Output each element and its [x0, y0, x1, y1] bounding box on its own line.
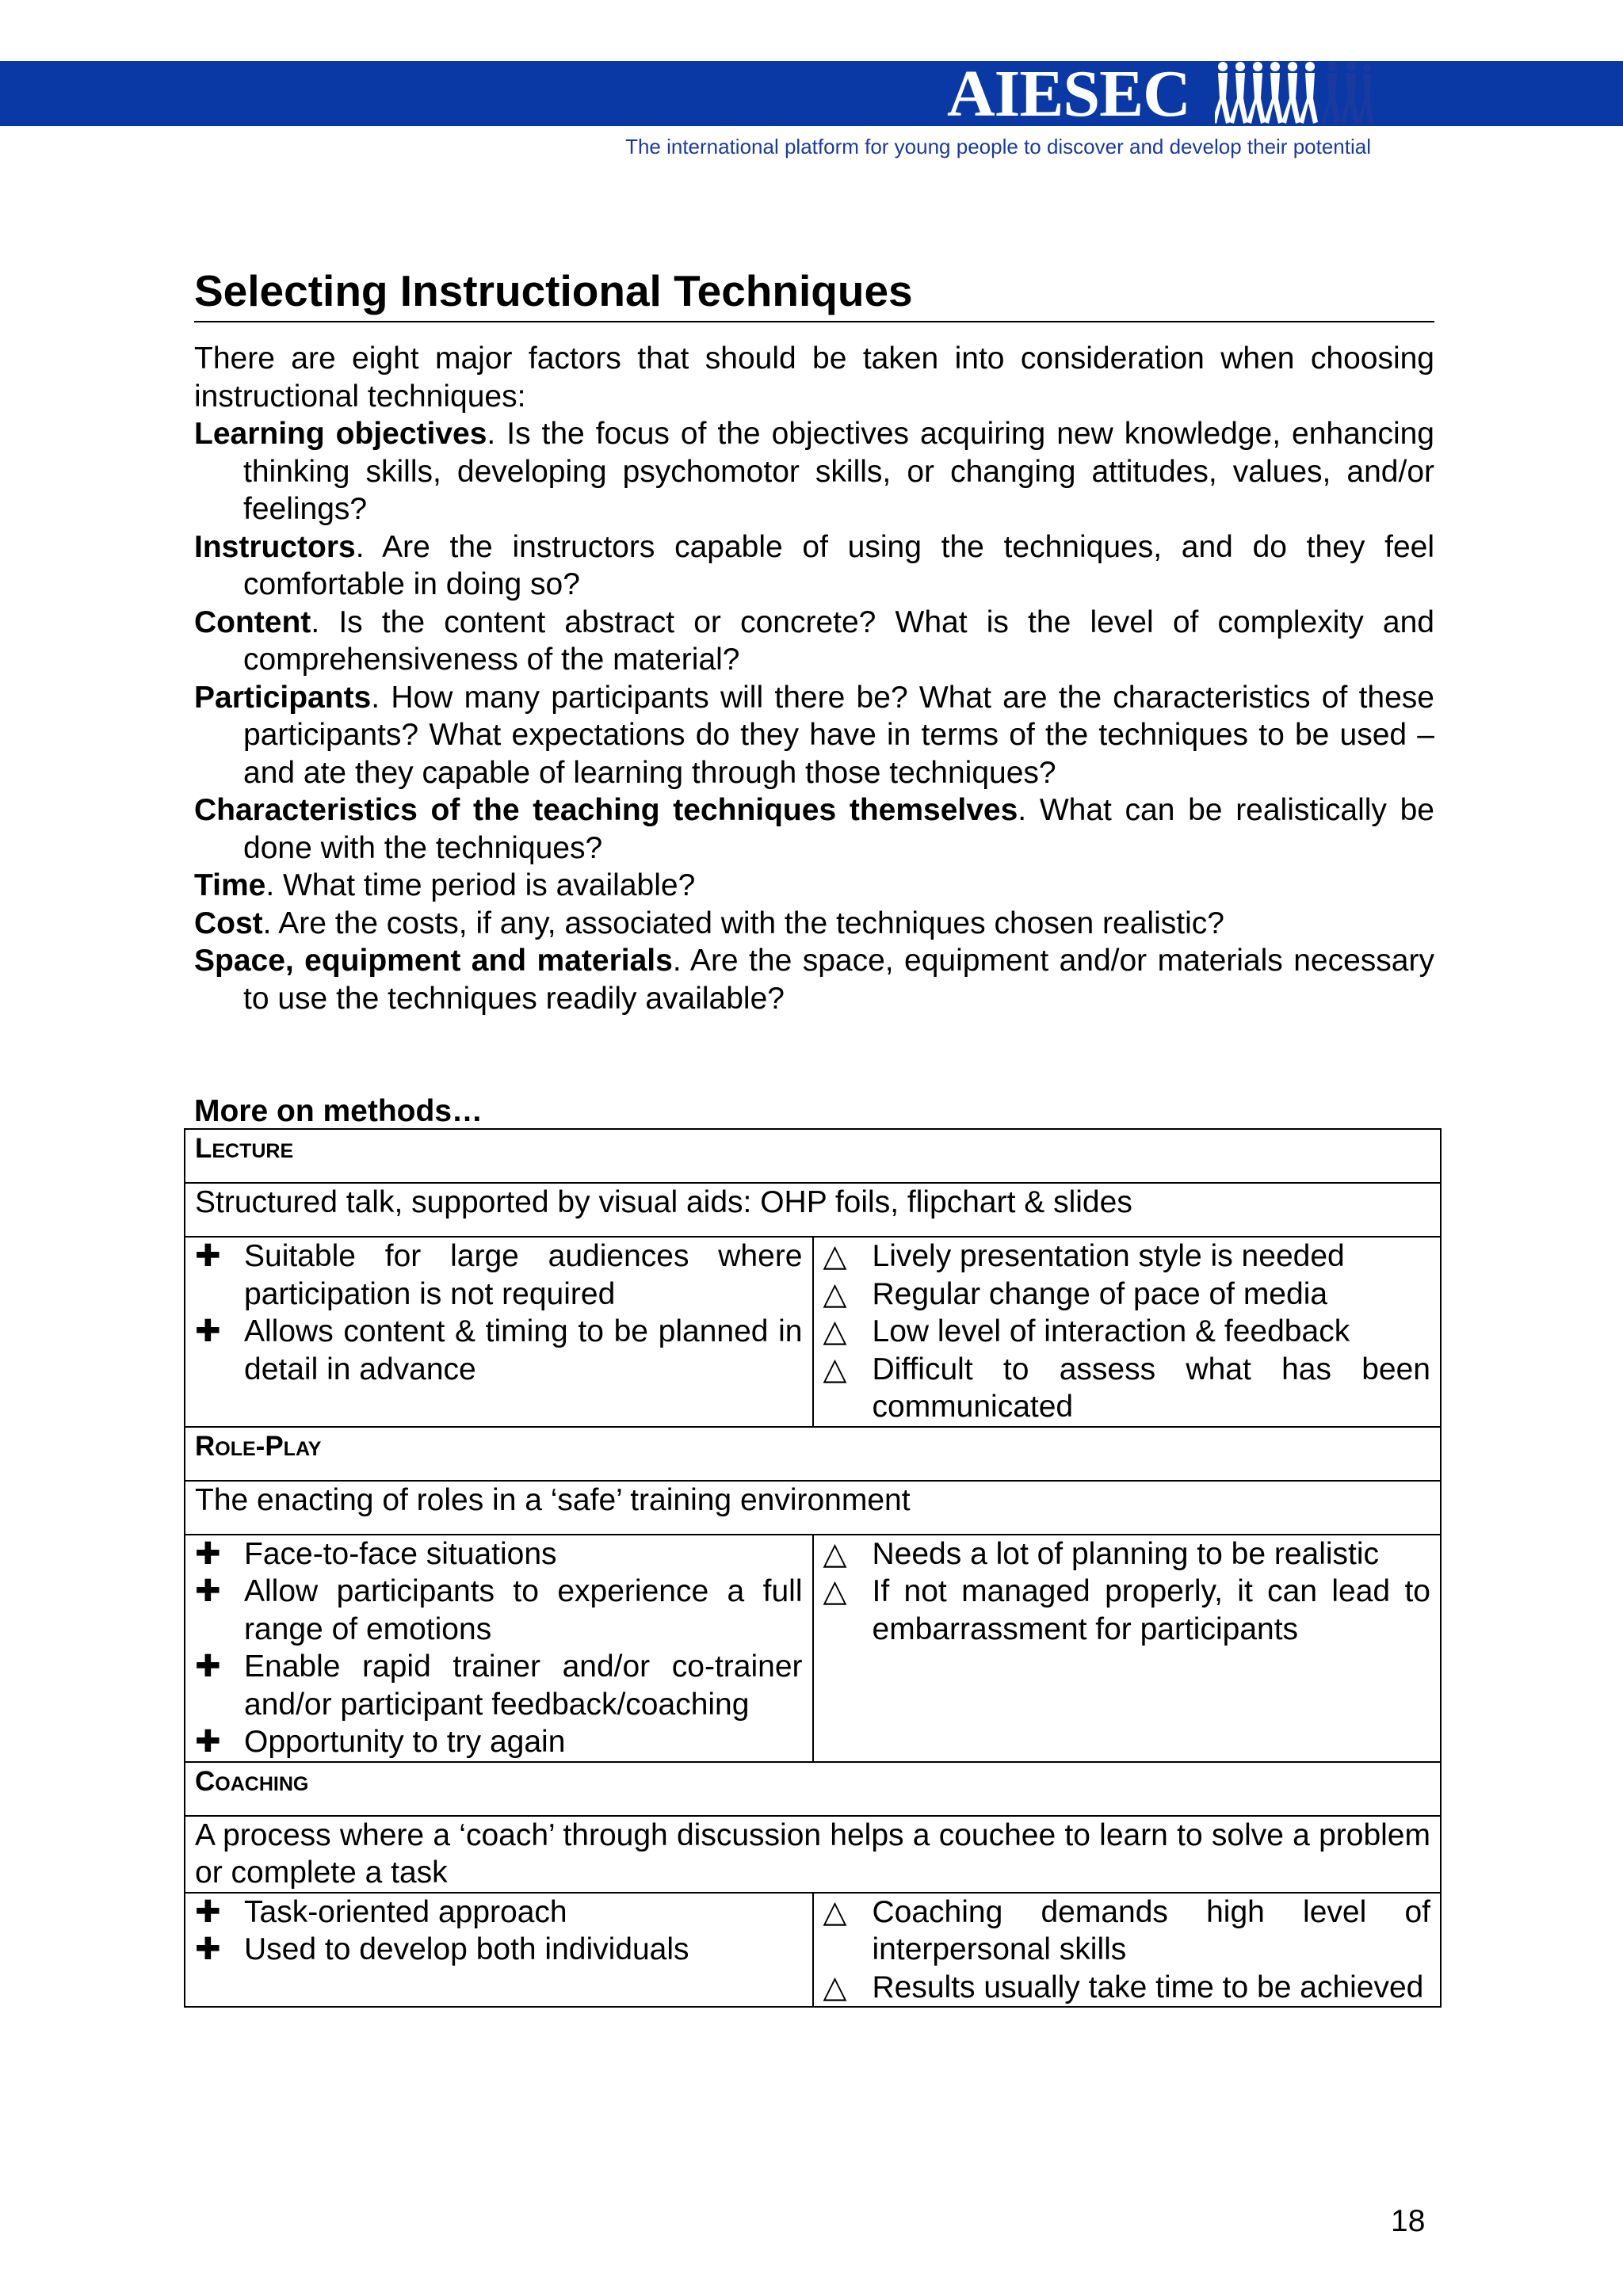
triangle-icon: △: [823, 1314, 847, 1348]
factor-text: . Are the costs, if any, associated with the techniques chosen realistic?: [262, 906, 1224, 940]
con-item: [823, 1573, 1431, 1648]
plus-icon: ✚: [195, 1574, 221, 1608]
method-description: A process where a ‘coach’ through discussion helps a couchee to learn to solve a problem or complete a task: [185, 1816, 1441, 1893]
factor-item: [194, 415, 1434, 528]
pro-item: [195, 1313, 803, 1388]
pro-item: [195, 1931, 803, 1969]
plus-icon: ✚: [195, 1314, 221, 1348]
cons-cell: [813, 1237, 1442, 1427]
con-item: [823, 1276, 1431, 1314]
pros-cell: [185, 1237, 813, 1427]
pro-item: [195, 1573, 803, 1648]
main-content: [194, 261, 1434, 1130]
factor-term: Participants: [194, 680, 372, 715]
pro-text: Task-oriented approach: [244, 1894, 567, 1929]
triangle-icon: △: [823, 1276, 847, 1311]
triangle-icon: △: [823, 1574, 847, 1608]
factor-text: . What time period is available?: [265, 868, 696, 902]
factor-term: Cost: [194, 906, 263, 940]
con-item: [823, 1894, 1431, 1969]
con-text: Regular change of pace of media: [872, 1276, 1328, 1311]
plus-icon: ✚: [195, 1725, 221, 1759]
intro-paragraph: There are eight major factors that should be taken into consideration when choosing instructional techniques:: [194, 341, 1434, 414]
con-text: Difficult to assess what has been communicated: [872, 1352, 1430, 1424]
triangle-icon: △: [823, 1536, 847, 1571]
con-text: Results usually take time to be achieved: [872, 1970, 1424, 2004]
cons-cell: [813, 1535, 1442, 1762]
aiesec-logo: [947, 54, 1379, 133]
pro-text: Allow participants to experience a full range of emotions: [244, 1574, 803, 1646]
methods-table: [184, 1128, 1442, 2008]
factor-text: . Are the space, equipment and/or materials necessary to use the techniques readily available?: [243, 944, 1434, 1016]
factor-term: Learning objectives: [194, 417, 487, 451]
factor-text: . Is the content abstract or concrete? What is the level of complexity and comprehensiveness of the material?: [243, 605, 1434, 677]
factor-item: [194, 905, 1434, 943]
plus-icon: ✚: [195, 1239, 221, 1273]
factor-term: Characteristics of the teaching techniques themselves: [194, 793, 1018, 827]
pro-item: [195, 1723, 803, 1761]
tagline: The international platform for young people to discover and develop their potential: [625, 135, 1371, 158]
con-text: If not managed properly, it can lead to embarrassment for participants: [872, 1574, 1430, 1646]
more-methods-heading: More on methods…: [194, 1094, 483, 1128]
plus-icon: ✚: [195, 1932, 221, 1966]
method-description: The enacting of roles in a ‘safe’ training environment: [185, 1481, 1441, 1535]
factor-text: . What can be realistically be done with the techniques?: [243, 793, 1434, 865]
factor-item: [194, 942, 1434, 1017]
con-item: [823, 1969, 1431, 2007]
factor-item: [194, 867, 1434, 905]
plus-icon: ✚: [195, 1894, 221, 1929]
con-text: Low level of interaction & feedback: [872, 1314, 1350, 1348]
method-name: Role-Play: [185, 1427, 1441, 1481]
triangle-icon: △: [823, 1239, 847, 1273]
pro-text: Allows content & timing to be planned in detail in advance: [244, 1314, 803, 1386]
factor-term: Space, equipment and materials: [194, 944, 673, 978]
logo-text: AIESEC: [947, 57, 1190, 131]
walking-people-icon: [1215, 59, 1373, 132]
triangle-icon: △: [823, 1970, 847, 2004]
header-bar: [0, 61, 1623, 126]
method-name: Coaching: [185, 1762, 1441, 1816]
method-name: Lecture: [185, 1129, 1441, 1183]
factor-text: . Is the focus of the objectives acquiring new knowledge, enhancing thinking skills, developing psychomotor skills, or changing attitudes, values, and/or feelings?: [243, 417, 1435, 526]
pros-cell: [185, 1535, 813, 1762]
con-text: Needs a lot of planning to be realistic: [872, 1536, 1380, 1571]
con-item: [823, 1238, 1431, 1276]
factor-term: Content: [194, 605, 311, 639]
factor-text: . Are the instructors capable of using the techniques, and do they feel comfortable in doing so?: [243, 529, 1434, 601]
page-title: Selecting Instructional Techniques: [194, 261, 1434, 322]
factor-item: [194, 604, 1434, 679]
cons-cell: [813, 1893, 1442, 2008]
page-number: 18: [1391, 2204, 1426, 2238]
factor-item: [194, 528, 1434, 604]
pro-text: Face-to-face situations: [244, 1536, 557, 1571]
con-item: [823, 1351, 1431, 1426]
pro-item: [195, 1535, 803, 1573]
pro-text: Suitable for large audiences where participation is not required: [244, 1239, 803, 1311]
pro-item: [195, 1648, 803, 1723]
factor-term: Instructors: [194, 529, 356, 564]
pro-text: Enable rapid trainer and/or co-trainer and/or participant feedback/coaching: [244, 1650, 803, 1722]
triangle-icon: △: [823, 1352, 847, 1386]
factors-list: [194, 415, 1434, 1017]
factor-term: Time: [194, 868, 266, 902]
con-text: Lively presentation style is needed: [872, 1239, 1345, 1273]
factor-item: [194, 791, 1434, 867]
con-item: [823, 1313, 1431, 1351]
pro-text: Opportunity to try again: [244, 1725, 566, 1759]
factor-text: . How many participants will there be? What are the characteristics of these participants? What expectations do they have in terms of the techniques to be used – and ate they capable of learning through those techniques?: [243, 680, 1434, 790]
plus-icon: ✚: [195, 1536, 221, 1571]
pro-item: [195, 1238, 803, 1313]
triangle-icon: △: [823, 1894, 847, 1929]
pros-cell: [185, 1893, 813, 2008]
con-item: [823, 1535, 1431, 1573]
method-description: Structured talk, supported by visual aids: OHP foils, flipchart & slides: [185, 1183, 1441, 1237]
plus-icon: ✚: [195, 1650, 221, 1684]
pro-text: Used to develop both individuals: [244, 1932, 689, 1966]
pro-item: [195, 1894, 803, 1932]
factor-item: [194, 679, 1434, 792]
con-text: Coaching demands high level of interpersonal skills: [872, 1894, 1430, 1966]
